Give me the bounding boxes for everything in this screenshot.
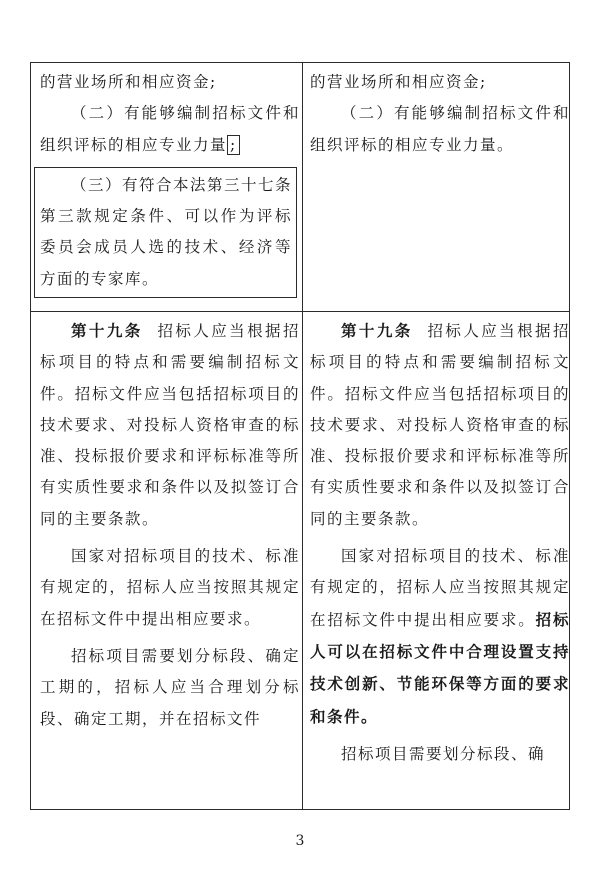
page-number: 3	[295, 833, 305, 849]
right-bottom-cell	[310, 315, 570, 770]
left-top-line: 的营业场所和相应资金;	[40, 73, 217, 91]
left-article-19: 第十九条 招标人应当根据招标项目的特点和需要编制招标文件。招标文件应当包括招标项目的技术要求、对投标人资格审查的标准、投标报价要求和评标标准等所有实质性要求和条件以及拟签订合同的主要条款。	[40, 321, 300, 528]
right-item-2: （二）有能够编制招标文件和组织评标的相应专业力量。	[310, 104, 570, 154]
right-para-2: 国家对招标项目的技术、标准有规定的，招标人应当按照其规定在招标文件中提出相应要求。招标人可以在招标文件中合理设置支持技术创新、节能环保等方面的要求和条件。	[310, 547, 570, 726]
left-item-3: （三）有符合本法第三十七条第三款规定条件、可以作为评标委员会成员人选的技术、经济等方面的专家库。	[40, 175, 293, 288]
left-item-2: （二）有能够编制招标文件和组织评标的相应专业力量 ;	[40, 104, 300, 154]
right-top-line: 的营业场所和相应资金;	[310, 73, 487, 91]
column-divider	[302, 63, 303, 809]
right-top-cell	[310, 67, 570, 161]
right-para-2-added: 招标人可以在招标文件中合理设置支持技术创新、节能环保等方面的要求和条件。	[310, 609, 570, 726]
left-bottom-cell	[40, 315, 300, 735]
left-top-cell	[40, 67, 300, 298]
right-article-19: 第十九条 招标人应当根据招标项目的特点和需要编制招标文件。招标文件应当包括招标项目的技术要求、对投标人资格审查的标准、投标报价要求和评标标准等所有实质性要求和条件以及拟签订合同的主要条款。	[310, 321, 570, 528]
right-article-19-label: 第十九条	[341, 321, 413, 340]
left-article-19-label: 第十九条	[71, 321, 143, 340]
left-item-3-box	[34, 167, 297, 298]
right-para-3: 招标项目需要划分标段、确	[341, 744, 546, 763]
left-para-3: 招标项目需要划分标段、确定工期的，招标人应当合理划分标段、确定工期，并在招标文件	[40, 646, 300, 728]
comparison-table	[30, 62, 570, 810]
left-para-2: 国家对招标项目的技术、标准有规定的，招标人应当按照其规定在招标文件中提出相应要求。	[40, 547, 300, 628]
left-item-2-punct: ;	[227, 135, 240, 155]
row-divider	[31, 311, 569, 312]
